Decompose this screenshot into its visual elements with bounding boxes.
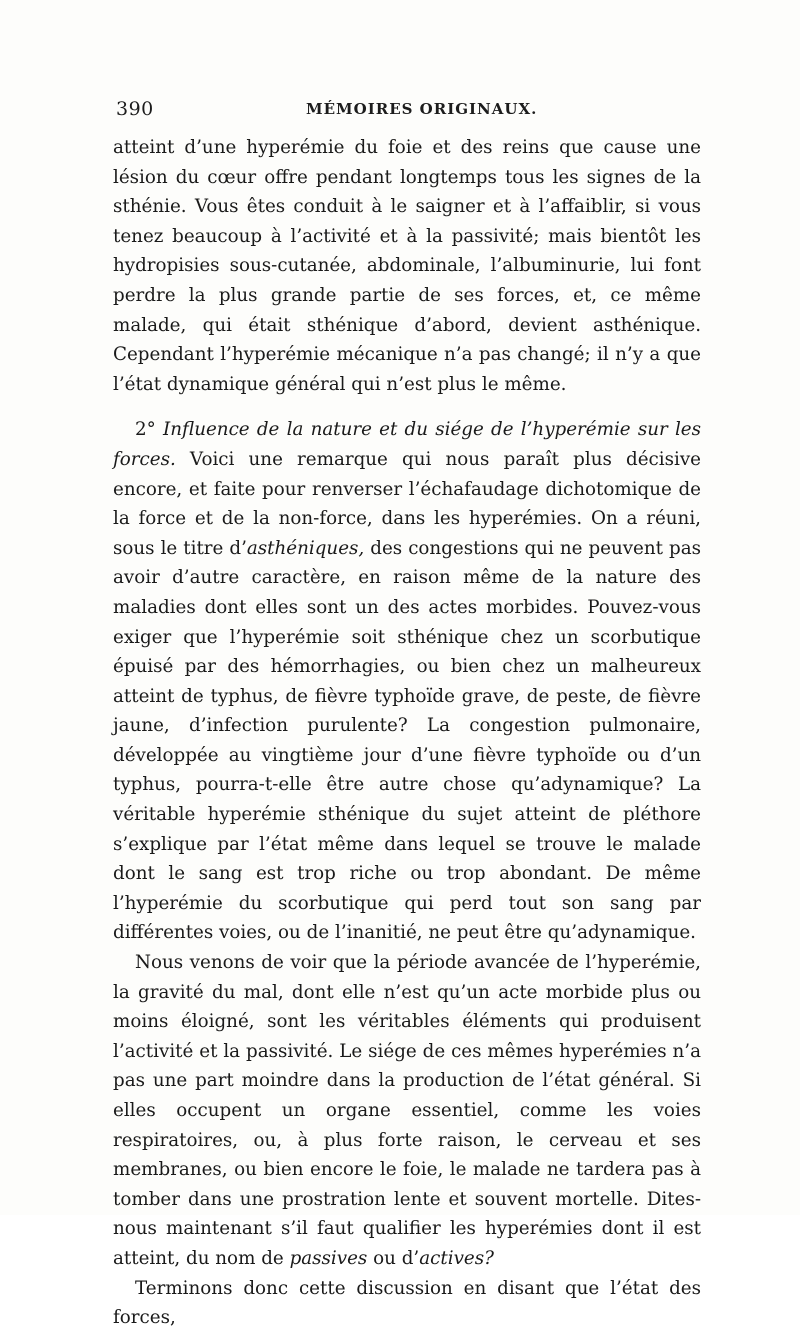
running-head: MÉMOIRES ORIGINAUX.	[306, 100, 538, 118]
term-actives: actives?	[419, 1247, 494, 1269]
term-astheniques: asthéniques,	[246, 537, 365, 559]
body-text	[113, 133, 701, 1333]
paragraph-2-text-b: des congestions qui ne peuvent pas avoir d’autre caractère, en raison même de la nature des maladies dont elles sont un des actes morbides. Pouvez-vous exiger que l’hyperémie soit sthénique chez un scorbutique épuisé par des hémorrhagies, ou bien chez un malheureux atteint de typhus, de fièvre typhoïde grave, de peste, de fièvre jaune, d’infection purulente? La congestion pulmonaire, développée au vingtième jour d’une fièvre typhoïde ou d’un typhus, pourra-t-elle être autre chose qu’adynamique? La véritable hyperémie sthénique du sujet atteint de pléthore s’explique par l’état même dans lequel se trouve le malade dont le sang est trop riche ou trop abondant. De même l’hyperémie du scorbutique qui perd tout son sang par différentes voies, ou de l’inanitié, ne peut être qu’adynamique.	[113, 537, 702, 944]
paragraph-2	[113, 415, 701, 948]
page-number: 390	[116, 98, 154, 120]
term-passives: passives	[289, 1247, 368, 1269]
paragraph-3-text-a: Nous venons de voir que la période avancée de l’hyperémie, la gravité du mal, dont elle n’est qu’un acte morbide plus ou moins éloigné, sont les véritables éléments qui produisent l’activité et la passivité. Le siége de ces mêmes hyperémies n’a pas une part moindre dans la production de l’état général. Si elles occupent un organe essentiel, comme les voies respiratoires, ou, à plus forte raison, le cerveau et ses membranes, ou bien encore le foie, le malade ne tardera pas à tomber dans une prostration lente et souvent mortelle. Dites-nous maintenant s’il faut qualifier les hyperémies dont il est atteint, du nom de	[113, 952, 701, 1269]
paragraph-1: atteint d’une hyperémie du foie et des reins que cause une lésion du cœur offre pendant longtemps tous les signes de la sthénie. Vous êtes conduit à le saigner et à l’affaiblir, si vous tenez beaucoup à l’activité et à la passivité; mais bientôt les hydropisies sous-cutanée, abdominale, l’albuminurie, lui font perdre la plus grande partie de ses forces, et, ce même malade, qui était sthénique d’abord, devient asthénique. Cependant l’hyperémie mécanique n’a pas changé; il n’y a que l’état dynamique général qui n’est plus le même.	[113, 137, 701, 395]
section-heading: Influence de la nature et du siége de l’hyperémie sur les forces.	[113, 419, 702, 470]
paragraph-3	[113, 948, 701, 1274]
paragraph-2-text-a: Voici une remarque qui nous paraît plus décisive encore, et faite pour renverser l’échafaudage dichotomique de la force et de la non-force, dans les hyperémies. On a réuni, sous le titre d’	[113, 448, 701, 559]
paragraph-3-text-b: ou d’	[373, 1247, 420, 1269]
paragraph-4: Terminons donc cette discussion en disant que l’état des forces,	[113, 1277, 701, 1329]
page-header	[116, 98, 698, 126]
section-number: 2°	[135, 419, 156, 441]
